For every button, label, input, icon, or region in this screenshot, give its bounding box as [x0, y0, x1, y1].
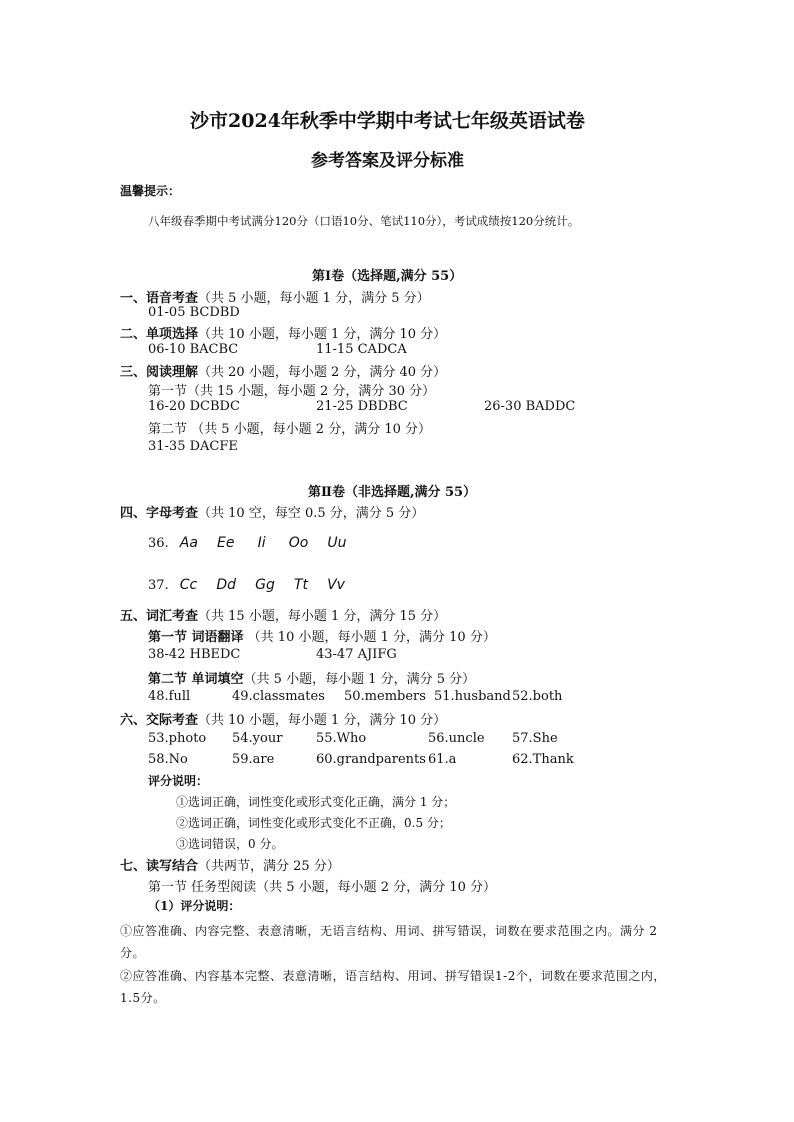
q37-number: 37. — [148, 578, 169, 593]
dialogue-answer: 59.are — [232, 752, 275, 767]
scoring-note: ②选词正确，词性变化或形式变化不正确，0.5 分； — [176, 816, 451, 830]
part2-heading: 第Ⅱ卷（非选择题,满分 55） — [308, 485, 477, 500]
section-3-subsection-2: 第二节 （共 5 小题，每小题 2 分，满分 10 分） — [148, 422, 432, 437]
section-4-header — [120, 502, 424, 521]
section-5-desc: （共 15 小题，每小题 1 分，满分 15 分） — [198, 609, 447, 624]
dialogue-answer: 53.photo — [148, 731, 207, 746]
section-6-header — [120, 709, 446, 728]
dialogue-answer: 62.Thank — [512, 752, 574, 767]
dialogue-answer: 60.grandparents — [316, 752, 426, 767]
section-6-desc: （共 10 小题，每小题 1 分，满分 10 分） — [198, 713, 447, 728]
subsection-2-desc: （共 5 小题，每小题 1 分，满分 5 分） — [243, 672, 476, 687]
section-4-title: 四、字母考查 — [120, 506, 199, 521]
section-6-title: 六、交际考查 — [120, 713, 199, 728]
section-1-title: 一、语音考查 — [120, 291, 199, 306]
q37-row — [148, 574, 345, 593]
scoring-note: ③选词错误，0 分。 — [176, 837, 284, 851]
section-2-title: 二、单项选择 — [120, 327, 199, 342]
tips-heading: 温馨提示： — [120, 184, 181, 198]
page-title: 沙市2024年秋季中学期中考试七年级英语试卷 — [190, 110, 585, 132]
word-answer: 48.full — [148, 689, 191, 704]
section-5-header — [120, 605, 446, 624]
q36-letter: Ii — [257, 535, 266, 551]
scoring-note: ①选词正确，词性变化或形式变化正确，满分 1 分； — [176, 795, 456, 809]
q37-letter: Tt — [293, 577, 309, 593]
section-1-answers: 01-05 BCDBD — [148, 305, 240, 320]
section-2-answers-a: 06-10 BACBC — [148, 342, 239, 357]
q36-letter: Ee — [217, 535, 235, 551]
section-3-desc: （共 20 小题，每小题 2 分，满分 40 分） — [198, 365, 447, 380]
subsection-1-title: 第一节 词语翻译 — [148, 630, 244, 645]
q37-letter: Vv — [327, 577, 345, 593]
word-answer: 52.both — [512, 689, 563, 704]
dialogue-answer: 55.Who — [316, 731, 367, 746]
q36-row — [148, 532, 347, 551]
q37-letter: Gg — [255, 577, 275, 593]
section-4-desc: （共 10 空，每空 0.5 分，满分 5 分） — [198, 506, 425, 521]
section-2-desc: （共 10 小题，每小题 1 分，满分 10 分） — [198, 327, 447, 342]
q37-letter: Dd — [216, 577, 237, 593]
dialogue-answer: 56.uncle — [428, 731, 485, 746]
section-5-title: 五、词汇考查 — [120, 609, 199, 624]
tips-text: 八年级春季期中考试满分120分（口语10分、笔试110分），考试成绩按120分统计。 — [148, 214, 580, 228]
q36-letter: Aa — [179, 535, 198, 551]
section-7-desc: （共两节，满分 25 分） — [198, 859, 340, 874]
q36-letter: Oo — [288, 535, 309, 551]
scoring-note-heading: 评分说明： — [148, 774, 209, 788]
section-5-answers-a: 38-42 HBEDC — [148, 647, 241, 662]
section-3-answers-b: 21-25 DBDBC — [316, 399, 408, 414]
section-7-subsection-1: 第一节 任务型阅读（共 5 小题，每小题 2 分，满分 10 分） — [148, 880, 497, 895]
section-1-header — [120, 287, 430, 306]
section-5-answers-b: 43-47 AJIFG — [316, 647, 397, 662]
dialogue-answer: 57.She — [512, 731, 558, 746]
section-7-header — [120, 855, 340, 874]
section-1-desc: （共 5 小题，每小题 1 分，满分 5 分） — [198, 291, 430, 306]
section-3-header — [120, 361, 446, 380]
dialogue-answer: 54.your — [232, 731, 283, 746]
dialogue-answer: 58.No — [148, 752, 188, 767]
scoring-paragraph-1: ①应答准确、内容完整、表意清晰，无语言结构、用词、拼写错误，词数在要求范围之内。满分 2 分。 — [120, 924, 658, 960]
section-3-answers-c: 26-30 BADDC — [484, 399, 576, 414]
section-5-subsection-2 — [148, 668, 475, 687]
q36-number: 36. — [148, 536, 169, 551]
section-7-note-heading: （1）评分说明： — [148, 899, 241, 913]
q37-letter: Cc — [179, 577, 198, 593]
section-2-header — [120, 323, 446, 342]
subsection-2-title: 第二节 单词填空 — [148, 672, 244, 687]
section-5-subsection-1 — [148, 626, 496, 645]
section-7-title: 七、读写结合 — [120, 859, 199, 874]
page-subtitle: 参考答案及评分标准 — [311, 151, 464, 171]
scoring-paragraph-2: ②应答准确、内容基本完整、表意清晰，语言结构、用词、拼写错误1-2个，词数在要求范围之内，1.5分。 — [120, 969, 666, 1005]
word-answer: 49.classmates — [232, 689, 325, 704]
section-3-answers-a: 16-20 DCBDC — [148, 399, 240, 414]
section-3-subsection-1: 第一节（共 15 小题，每小题 2 分，满分 30 分） — [148, 384, 436, 399]
q36-letter: Uu — [327, 535, 347, 551]
word-answer: 50.members — [344, 689, 426, 704]
section-3-title: 三、阅读理解 — [120, 365, 199, 380]
word-answer: 51.husband — [434, 689, 511, 704]
subsection-1-desc: （共 10 小题，每小题 1 分，满分 10 分） — [243, 630, 496, 645]
section-2-answers-b: 11-15 CADCA — [316, 342, 407, 357]
part1-heading: 第Ⅰ卷（选择题,满分 55） — [312, 269, 463, 284]
dialogue-answer: 61.a — [428, 752, 457, 767]
section-3-answers-d: 31-35 DACFE — [148, 439, 238, 454]
